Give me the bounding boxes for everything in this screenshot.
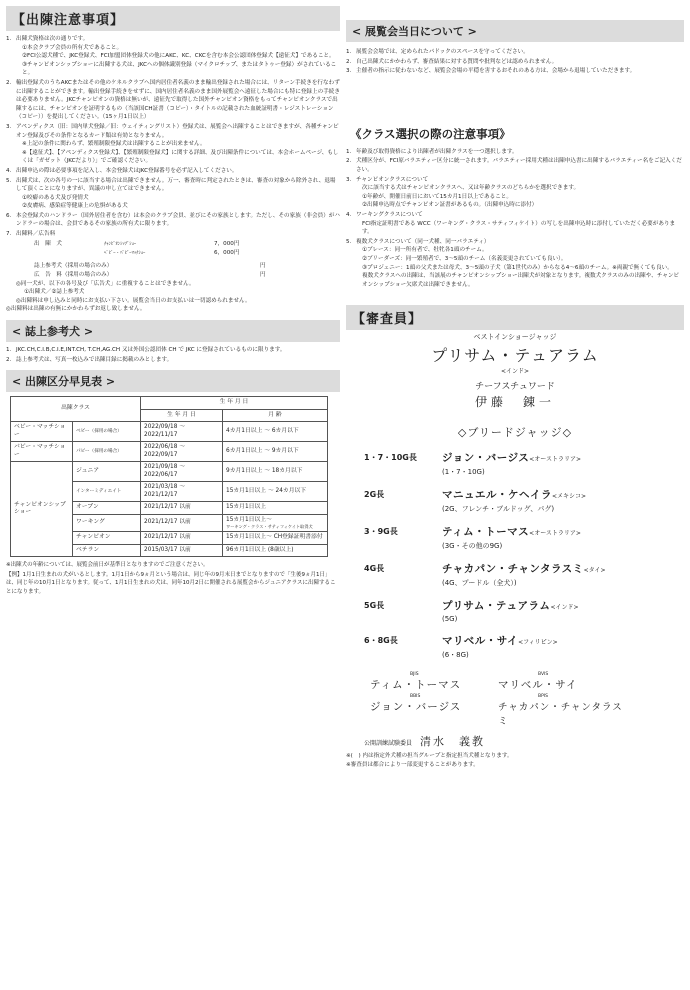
judge-country: <オーストラリア> [529,530,581,538]
item-sub: ①ブレース：同一所有者で、牡牝各1頭のチーム。 [362,247,488,254]
item-text [16,167,340,176]
item-text [356,211,684,237]
age-footnote: ※出陳犬の年齢については、展覧会前日が基準日となりますのでご注意ください。 [6,562,209,569]
chief-steward-role: チーフスチュワード [475,382,555,393]
item-number: 3. [346,176,352,183]
breed-judge-row [346,633,684,660]
judge-info [442,450,581,477]
list-item [6,35,340,78]
list-item [6,123,340,166]
fee-class: ﾁｬﾝﾋﾟｵﾝｼｯﾌﾟｼｮｰ [104,241,137,247]
list-item [346,48,684,57]
item-main: 出陳料／広告料 [16,231,56,238]
class-cell: ジュニア [73,462,141,482]
finals-label: BJIS [410,672,419,678]
fee-ref-label: 誌上参考犬（採用の場合のみ） [34,262,113,269]
item-main: 出陳申込の際は必要事項を記入し、本会登録犬はJKC登録番号を必ず記入してください。 [16,167,238,174]
date-cell: 2021/12/17 以前 [141,514,223,532]
item-text: 主催者の指示に従わないなど、展覧会会場の平穏を害するおそれのある方は、会場から退場していただきます。 [356,68,636,75]
date-cell: 2022/09/18 ～ 2022/11/17 [141,422,223,442]
list-item [6,79,340,122]
age-text: 15カ月1日以上 [226,504,267,511]
item-main: 犬種区分が、FCI原バラエティー区分に統一されます。バラエティー採用犬種は出陳申込書に出陳するバラエティー名をご記入ください。 [356,158,682,173]
table-row [11,462,328,482]
item-number: 4. [346,211,352,218]
best-in-show-role: ベストインショージャッジ [473,333,557,342]
list-item [6,167,340,176]
finals-row [370,694,684,727]
item-number: 3. [346,68,352,75]
table-header-row [11,397,328,410]
judge-assigned-groups: (5G) [442,615,458,624]
age-text: 9カ月1日以上 ～ 18カ月以下 [226,467,303,474]
judge-assigned-groups: (3G・その他の9G) [442,542,503,551]
judge-name: チャカパン・チャンタラスミ [442,563,584,576]
item-text: 展覧会会場では、定められたパドックのスペースを守ってください。 [356,49,529,55]
fee-dog-label: 出 陳 犬 [34,240,62,247]
list-item [6,356,340,365]
item-number: 4. [6,167,12,174]
chief-steward-name: 伊藤 錬一 [474,395,555,410]
judge-assigned-groups: (1・7・10G) [442,468,485,477]
class-cell: オープン [73,502,141,515]
public-training-judge [346,733,684,749]
finals-name: ティム・トーマス [370,679,462,692]
item-main: アペンディクス（旧：国内単犬登録／旧：ウェイティングリスト）登録犬は、展覧会へ出陳することはできますが、各種チャンピオン登録及びその条件となるカード類は有効となりません。 [16,123,339,139]
item-text: JKC.CH,C.I.B,C.I.E,INT.CH, T.CH,AG.CH 又は外国公認団体 CH で JKC に登録されているものに限ります。 [16,347,286,354]
left-column [6,6,340,986]
fee-notes [6,280,340,306]
reference-list [6,346,340,364]
judge-info [442,524,581,551]
finals-name: ジョン・バージス [370,701,462,714]
judge-info [442,561,606,588]
breed-judge-row [346,561,684,588]
age-text: 96カ月1日以上 (8歳以上) [226,546,294,553]
item-text [16,212,340,229]
fee-ad-label: 広 告 料（採用の場合のみ） [34,271,113,278]
public-training-name: 清水 義教 [420,735,486,749]
item-number: 2. [6,79,12,86]
item-text [16,79,340,122]
judge-country: <オーストラリア> [529,456,582,464]
class-cell: ワーキング [73,514,141,532]
item-sub: ※【遠征犬】、【アペンディクス登録犬】、【繁殖制限登録犬】に関する詳細、及び出陳条件については、本会ホームページ、もしくは「ガゼット（JKCだより）」でご確認ください。 [22,149,339,165]
notices-list [6,35,340,239]
header-birth: 生 年 月 日 [141,397,328,410]
finals-row [370,672,684,692]
list-item [346,67,684,76]
show-day-title: < 展覧会当日について > [346,20,684,42]
judge-note: ※審査員は都合により一部変更することがあります。 [346,761,479,768]
judges-title: 【審査員】 [346,305,684,330]
item-sub: ②皮膚病、感染症等健康上の危惧がある犬 [22,203,128,210]
breed-judge-title: ◇ブリードジャッジ◇ [457,426,573,440]
list-item [346,211,684,237]
judge-country: <メキシコ> [552,493,586,501]
judge-name-line [442,598,579,613]
item-sub: ①年齢が、開催日前日において15カ月1日以上であること。 [362,193,512,200]
fee-note: ◎同一犬が、以下の各号及び「広告犬」に重複することはできません。 [16,280,195,287]
item-main: 本会登録犬のハンドラー（国外居住者を含む）は本会のクラブ会員、並びにその家族とします。ただし、その家族（非会員）がハンドラーの場合は、会員であるその家族の所有犬に限ります。 [16,212,340,228]
judge-info [442,598,579,623]
fee-row-1 [34,240,340,249]
fee-block [34,240,340,280]
item-text [16,123,340,166]
finals-label: BVIS [538,672,549,678]
age-cell [223,532,328,545]
item-text [16,177,340,211]
item-text [356,238,684,290]
judge-note: ※( ) 内は指定外犬種の担当グループと指定担当犬種となります。 [346,753,513,760]
age-text: 4カ月1日以上 ～ 6カ月以下 [226,427,299,434]
breed-judge-row [346,598,684,623]
judge-name-line [442,487,586,502]
class-selection-list [346,148,684,290]
item-main: チャンピオンクラスについて [356,176,429,183]
class-cell: インターミディエイト [73,482,141,502]
list-item [346,176,684,210]
item-sub: ②出陳申込時点でチャンピオン証書があるもの。（出陳申込時に添付） [362,202,538,209]
list-item [6,230,340,239]
class-selection-title: 《クラス選択の際の注意事項》 [350,126,511,141]
judge-name: マリベル・サイ [442,635,519,648]
fee-amount: 6，000円 [214,249,240,256]
judge-name: マニュエル・ケヘイラ [442,489,552,502]
item-sub: ③チャンピオンシップショーに出陳する犬は、JKCへの個体識別登録（マイクロチップ、またはタトゥー登録）がされていること。 [22,61,337,77]
item-number: 5. [6,177,12,184]
fee-row-2 [34,249,340,258]
finals-judges [346,672,684,727]
judge-group: 4G長 [364,564,385,574]
best-in-show-judge: プリサム・テュアラム [431,346,599,366]
judge-info [442,633,558,660]
judge-group: 2G長 [364,490,385,500]
list-item [6,346,340,355]
date-cell: 2022/06/18 ～ 2022/09/17 [141,442,223,462]
group-cell: チャンピオンシップショー [11,462,73,557]
breed-judge-row [346,487,684,514]
judge-name-line [442,633,558,648]
list-item [346,238,684,290]
list-item [346,58,684,67]
best-in-show-block [346,332,684,440]
judge-assigned-groups: (4G、プードル（全犬）) [442,579,517,588]
judge-group: 5G長 [364,601,385,611]
item-sub: ※上記の条件に関わらず、繁殖制限登録犬は出陳することが出来ません。 [22,141,206,148]
finals-judge [498,672,626,692]
item-sub: ③プロジェニー：1頭の父犬または母犬、3～5頭の子犬（第1世代のみ）からなる4～6頭のチーム。※両親で無くても良い。 [362,264,673,271]
header-class: 出陳クラス [11,397,141,422]
finals-name: チャカパン・チャンタラスミ [498,702,623,728]
item-text [356,148,684,157]
item-sub: FCI指定証明書である WCC（ワーキング・クラス・サティフィケイト）の写しを出陳申込時に添付していただく必要があります。 [362,220,676,236]
age-example: 【例】1月1日生まれの犬がいるとします。1月1日から9ヵ月という場合は、同じ年の9月末日までとなりますので「生後9ヵ月1日」は、同じ年の10月1日となります。従って、1月1日生まれの犬は、同年10月2日に開催される展覧会からジュニアクラスに出陳することになります。 [6,571,336,595]
finals-label: BBIS [410,694,421,700]
list-item [6,177,340,211]
breed-judge-row [346,450,684,477]
item-text [356,157,684,174]
item-text: 誌上参考犬は、写真一枚込みで出陳目録に掲載のみとします。 [16,356,173,363]
fee-yen: 円 [260,262,266,269]
fee-row-ad [34,271,340,280]
judge-info [442,487,586,514]
judge-name: ジョン・バージス [442,452,530,465]
class-table [10,396,328,557]
age-text: 6カ月1日以上 ～ 9カ月以下 [226,447,299,454]
reference-dog-title: < 誌上参考犬 > [6,320,340,342]
judge-name: プリサム・テュアラム [442,600,551,613]
item-sub: 複数犬クラスへの出陳は、当該展のチャンピオンシップショー出陳犬が対象となります。複数犬クラスのみの出陳や、チャンピオンシップショー欠席犬は出陳できません。 [362,273,680,288]
show-day-list [346,48,684,76]
age-cell [223,544,328,557]
right-column [346,6,684,986]
date-cell: 2021/09/18 ～ 2022/06/17 [141,462,223,482]
item-main: 出陳犬資格は次の通りです。 [16,36,89,42]
date-cell: 2021/03/18 ～ 2021/12/17 [141,482,223,502]
item-sub: 次に該当する犬はチャンピオンクラスへ、又は年齢クラスのどちらかを選択できます。 [362,185,580,192]
item-text: 自己出陳犬にかかわらず、審査結果に対する質問や批判などは認められません。 [356,58,558,65]
group-cell: パピー・マッチショー [11,442,73,462]
header-date: 生 年 月 日 [141,409,223,422]
fee-row-ref [34,262,340,271]
judge-group: 6・8G長 [364,636,398,646]
age-cell [223,442,328,462]
item-main: ワーキングクラスについて [356,211,423,218]
date-cell: 2021/12/17 以前 [141,502,223,515]
item-number: 1. [346,49,352,55]
header-age: 月 齢 [223,409,328,422]
judge-name-line [442,561,606,576]
date-cell: 2015/03/17 以前 [141,544,223,557]
finals-judge [498,694,626,727]
judge-group: 3・9G長 [364,527,398,537]
age-cell [223,502,328,515]
item-number: 1. [346,148,352,155]
fee-note: ①出陳犬／②誌上参考犬 [24,289,85,296]
breed-judge-row [346,524,684,551]
item-sub: ①本会クラブ会員の所有犬であること。 [22,44,123,51]
judge-country: <フィリピン> [518,639,558,647]
item-text [16,230,340,239]
fee-note: ◎出陳料は申し込みと同時にお支払い下さい。展覧会当日のお支払いは一切認められません。 [16,297,251,304]
list-item [6,212,340,229]
age-subtext: ワーキング・クラス・サティフィケイト取得犬 [226,524,313,530]
judge-name-line [442,450,581,465]
item-number: 6. [6,212,12,219]
item-number: 2. [346,158,352,165]
judge-group: 1・7・10G長 [364,453,417,463]
item-text [356,176,684,210]
item-number: 3. [6,123,12,130]
age-cell [223,482,328,502]
best-in-show-country: <インド> [500,368,530,376]
item-number: 5. [346,238,352,245]
judge-country: <タイ> [583,567,606,575]
table-row [11,442,328,462]
item-number: 1. [6,36,12,42]
item-sub: ②ブリーダーズ：同一繁殖者で、3～5頭のチーム（名義変更されていても良い）。 [362,255,567,262]
item-sub: ①咬癖のある犬及び発情犬 [22,194,89,201]
table-row [11,422,328,442]
class-cell: チャンピオン [73,532,141,545]
judge-name-line [442,524,581,539]
judge-country: <インド> [550,604,579,612]
date-cell: 2021/12/17 以前 [141,532,223,545]
age-text: 15カ月1日以上 ～ 24カ月以下 [226,487,307,494]
item-number: 2. [346,58,352,65]
age-text: 15カ月1日以上～ CH登録証明書添付 [226,534,323,541]
fee-note: ◎出陳料は出陳の有無にかかわらずお返し致しません。 [6,306,146,313]
item-number: 2. [6,356,12,363]
judge-assigned-groups: (6・8G) [442,651,469,660]
item-main: 出陳犬は、次の各号の一に該当する場合は出陳できません。万一、審査時に判定されたときは、審査の対象から除外され、退場して頂くことになりますが、異議の申し立てはできません。 [16,177,336,193]
fee-spacer [34,249,104,258]
finals-label: BPIS [538,694,548,700]
item-main: 輸出登録犬のうちAKCまたはその他のケネルクラブへ国内居住者名義のまま輸出登録された場合には、リターン手続きを行なわずに出陳することができます。輸出登録手続きをせずに、国内居住者名義のまま国外展覧会へ遠征した場合にも特に登録上の手続きは必要ありません。JKCチャンピオンの資格は無いが、遠征先で取得した国外チャンピオン資格をもってチャンピオンクラスで出陳するには、チャンピオンを証明するもの（当該国CH証書（コピー）・タイトルの記載された血統証明書・レジストレーション（コピー））を提出してください。（15ヶ月1日以上） [16,79,340,121]
item-number: 1. [6,347,12,354]
judge-name: ティム・トーマス [442,526,530,539]
class-cell: ベテラン [73,544,141,557]
class-table-title: < 出陳区分早見表 > [6,370,340,392]
fee-yen: 円 [260,271,266,278]
list-item [346,148,684,157]
finals-name: マリベル・サイ [498,679,578,692]
public-training-label: 公開訓練試験委員 [364,740,413,748]
class-cell: ベビー（採用の場合） [73,422,141,442]
item-main: 年齢及び取得資格により出陳者が出陳クラスを一つ選択します。 [356,148,518,155]
age-cell [223,514,328,532]
item-number: 7. [6,231,12,238]
fee-class: ﾍﾞﾋﾞｰ・ﾊﾟﾋﾟｰﾏｯﾁｼｮｰ [104,250,146,256]
class-cell: パピー（採用の場合） [73,442,141,462]
item-sub: ②FCI公認犬種で、JKC登録犬、FCI加盟団体登録犬の他にAKC、KC、CKCを含む本会公認団体登録犬【遠征犬】であること。 [22,53,335,60]
age-cell [223,462,328,482]
age-text: 15カ月1日以上～ [226,516,272,523]
group-cell: ベビー・マッチショー [11,422,73,442]
list-item [346,157,684,174]
item-text [16,35,340,78]
finals-judge [370,694,498,727]
breed-judge-list [346,450,684,660]
item-main: 複数犬クラスについて（同一犬種、同一バラエティ） [356,238,490,245]
age-cell [223,422,328,442]
finals-judge [370,672,498,692]
fee-amount: 7，000円 [214,240,240,247]
judge-assigned-groups: (2G、フレンチ・ブルドッグ、パグ) [442,505,555,514]
notices-title: 【出陳注意事項】 [6,6,340,31]
